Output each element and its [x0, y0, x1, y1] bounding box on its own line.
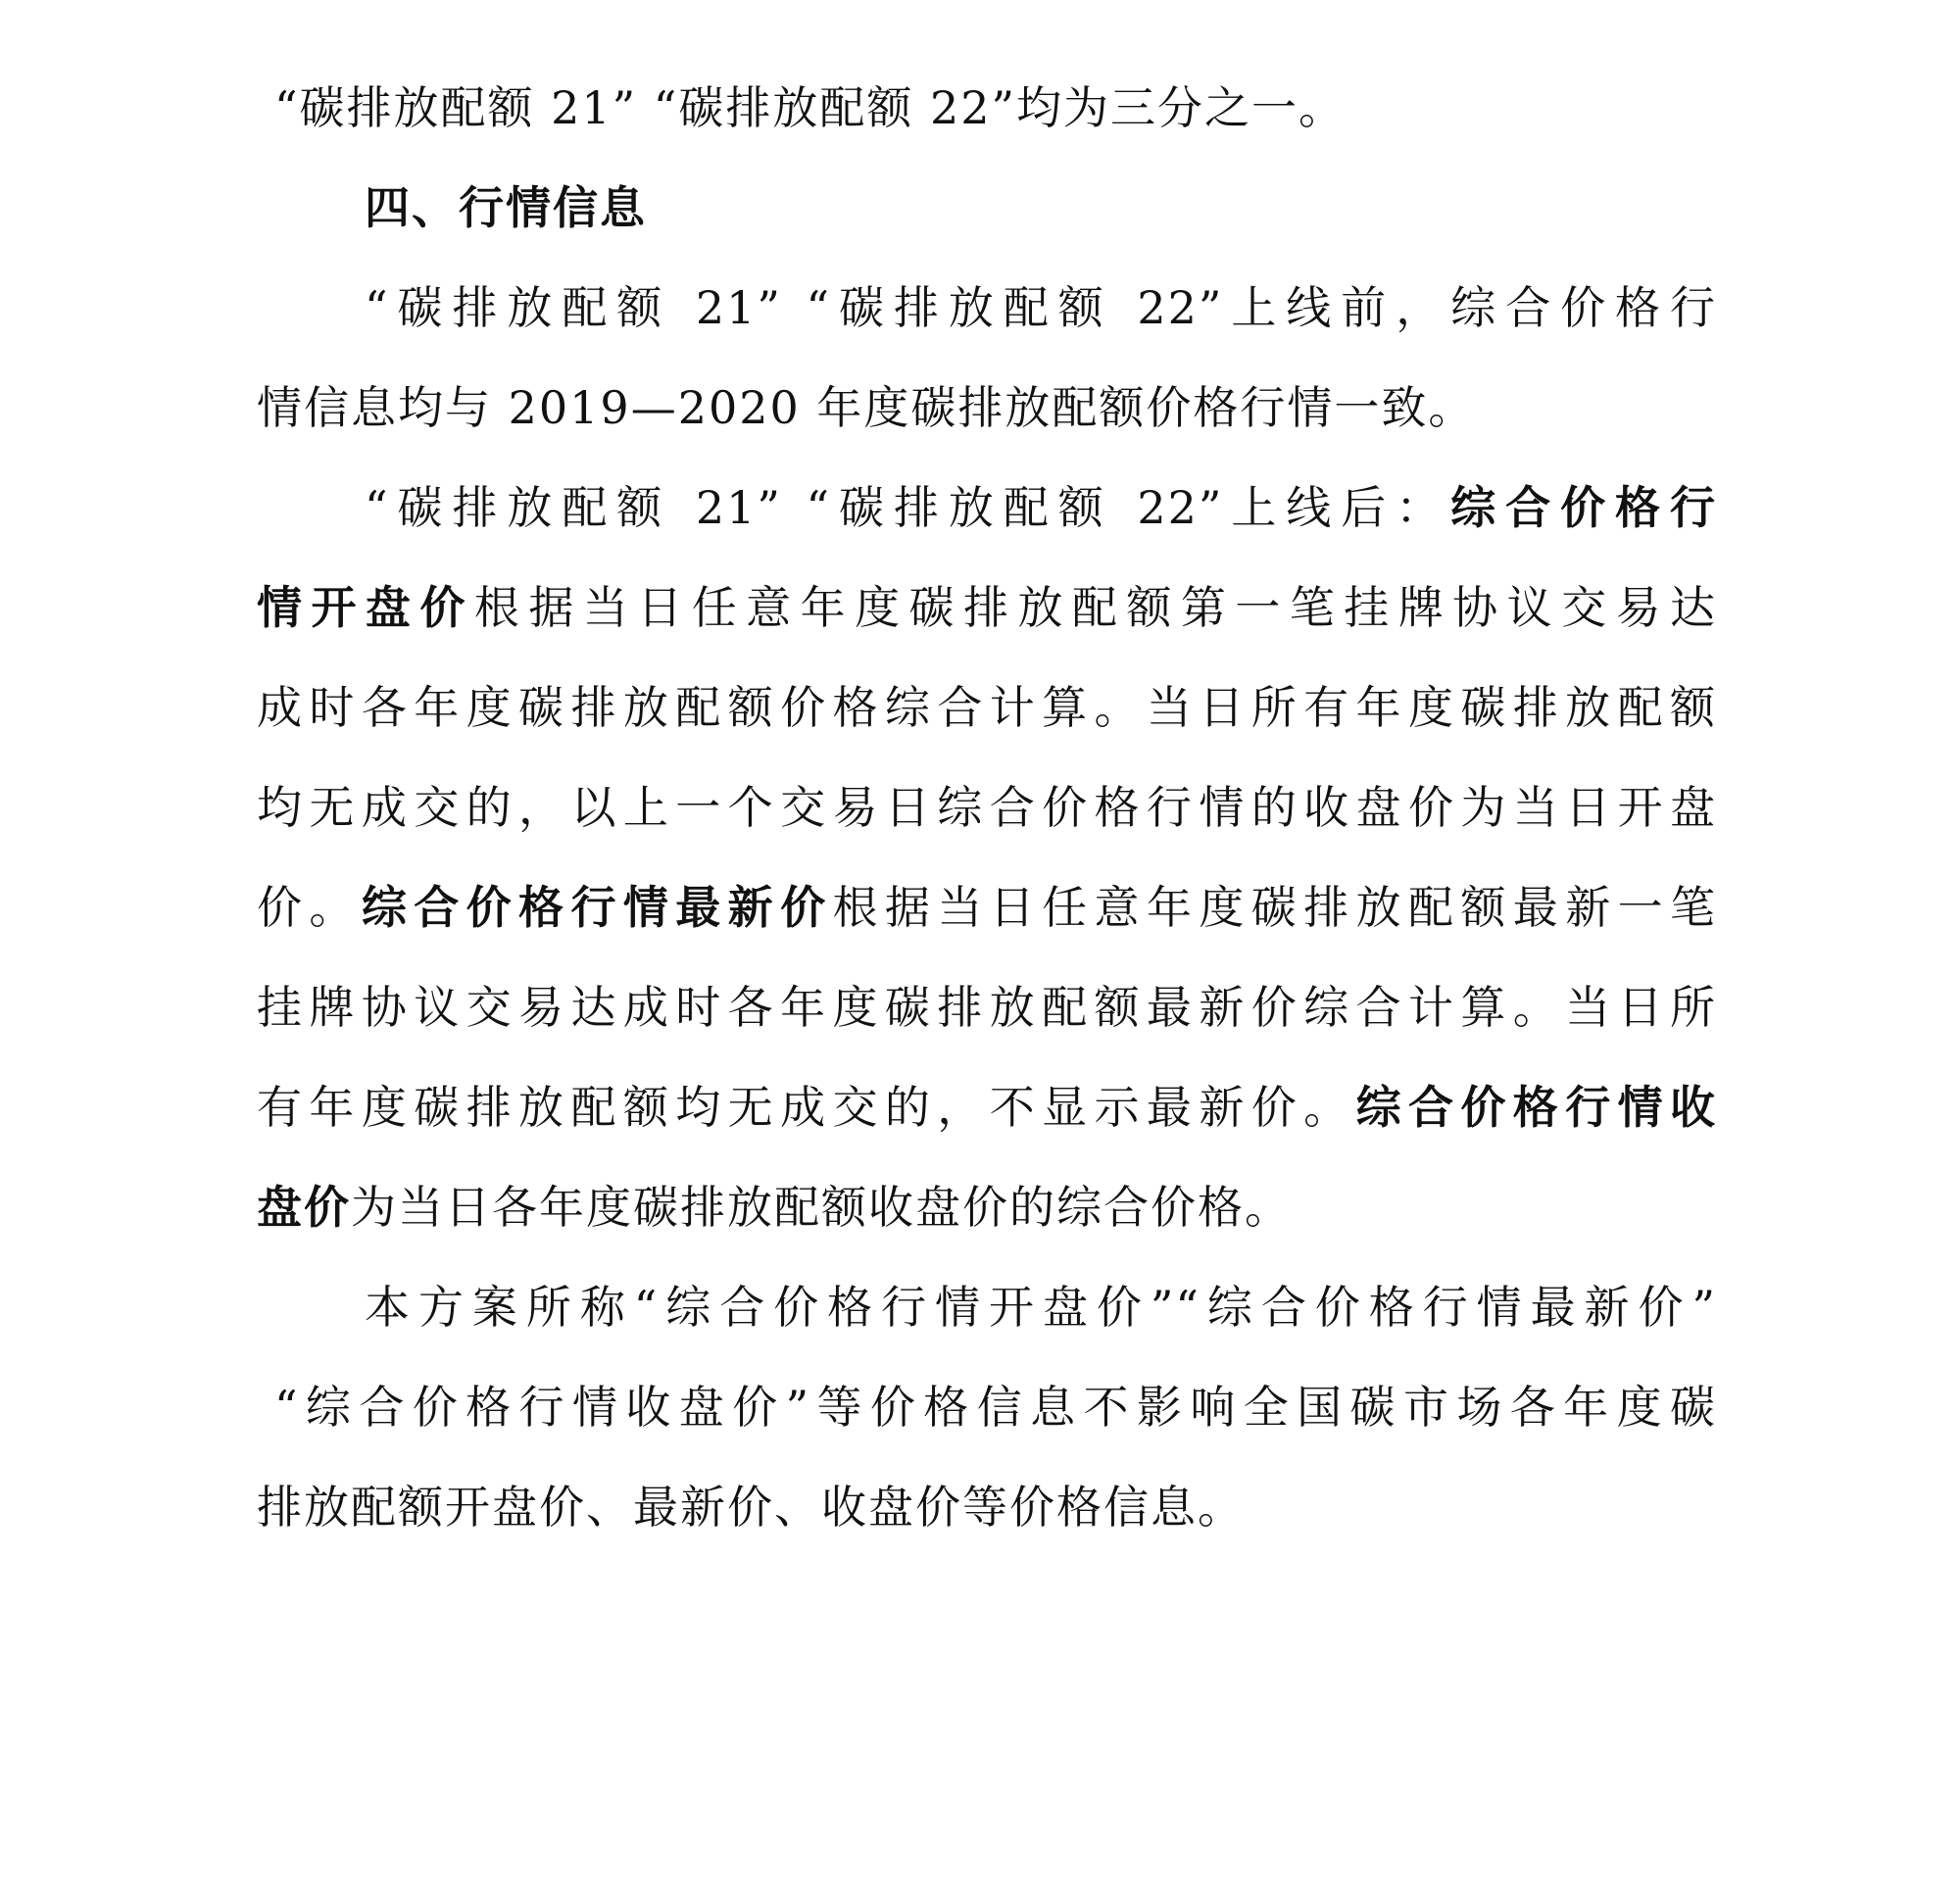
- text-run: 价。: [257, 881, 362, 934]
- text-run: 根据当日任意年度碳排放配额最新一笔: [832, 881, 1718, 934]
- text-run: 为当日各年度碳排放配额收盘价的综合价格。: [351, 1181, 1292, 1234]
- bold-term: 情开盘价: [257, 581, 474, 634]
- text-line: [257, 1178, 1717, 1237]
- text-line: 情信息均与 2019—2020 年度碳排放配额价格行情一致。: [257, 381, 1476, 434]
- text-line: 成时各年度碳排放配额价格综合计算。当日所有年度碳排放配额: [257, 681, 1717, 734]
- text-line: 本方案所称“综合价格行情开盘价”“综合价格行情最新价”: [365, 1281, 1717, 1334]
- text-line: “综合价格行情收盘价”等价格信息不影响全国碳市场各年度碳: [274, 1381, 1717, 1434]
- text-line: [257, 878, 1717, 937]
- text-line: “碳排放配额 21” “碳排放配额 22”均为三分之一。: [274, 81, 1346, 134]
- text-line: [365, 478, 1717, 537]
- section-heading: 四、行情信息: [365, 181, 647, 234]
- text-run: 有年度碳排放配额均无成交的，不显示最新价。: [257, 1081, 1356, 1134]
- bold-term: 综合价格行情最新价: [361, 881, 833, 934]
- text-line: [257, 578, 1717, 637]
- text-line: 挂牌协议交易达成时各年度碳排放配额最新价综合计算。当日所: [257, 981, 1717, 1034]
- text-run: “碳排放配额 21” “碳排放配额 22”上线后：: [365, 481, 1451, 534]
- text-line: 排放配额开盘价、最新价、收盘价等价格信息。: [257, 1481, 1245, 1534]
- text-run: 根据当日任意年度碳排放配额第一笔挂牌协议交易达: [473, 581, 1718, 634]
- bold-term: 盘价: [257, 1181, 351, 1234]
- text-line: “碳排放配额 21” “碳排放配额 22”上线前，综合价格行: [365, 281, 1717, 334]
- text-line: [257, 1078, 1717, 1137]
- text-line: 均无成交的，以上一个交易日综合价格行情的收盘价为当日开盘: [257, 781, 1717, 834]
- bold-term: 综合价格行情收: [1355, 1081, 1718, 1134]
- bold-term: 综合价格行: [1450, 481, 1718, 534]
